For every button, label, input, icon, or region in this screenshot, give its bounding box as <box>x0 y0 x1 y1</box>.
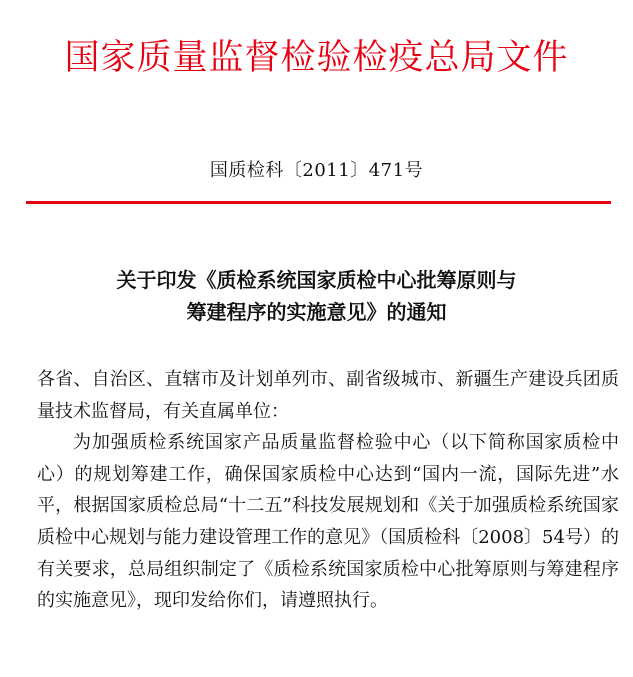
notice-title <box>0 264 633 328</box>
agency-header-title: 国家质量监督检验检疫总局文件 <box>64 38 569 78</box>
document-number: 国质检科〔2011〕471号 <box>209 160 424 181</box>
main-paragraph: 为加强质检系统国家产品质量监督检验中心（以下简称国家质检中心）的规划筹建工作，确保国家质检中心达到“国内一流，国际先进”水平，根据国家质检总局“十二五”科技发展规划和《关于加强质检系统国家质检中心规划与能力建设管理工作的意见》（国质检科〔2008〕54号）的有关要求，总局组织制定了《质检系统国家质检中心批筹原则与筹建程序的实施意见》，现印发给你们，请遵照执行。 <box>37 432 619 612</box>
red-divider-rule <box>26 201 611 204</box>
notice-body <box>37 364 619 617</box>
addressee-paragraph: 各省、自治区、直辖市及计划单列市、副省级城市、新疆生产建设兵团质量技术监督局，有关直属单位： <box>37 369 619 422</box>
notice-title-line-1: 关于印发《质检系统国家质检中心批筹原则与 <box>116 268 517 292</box>
notice-title-line-2: 筹建程序的实施意见》的通知 <box>186 300 447 324</box>
